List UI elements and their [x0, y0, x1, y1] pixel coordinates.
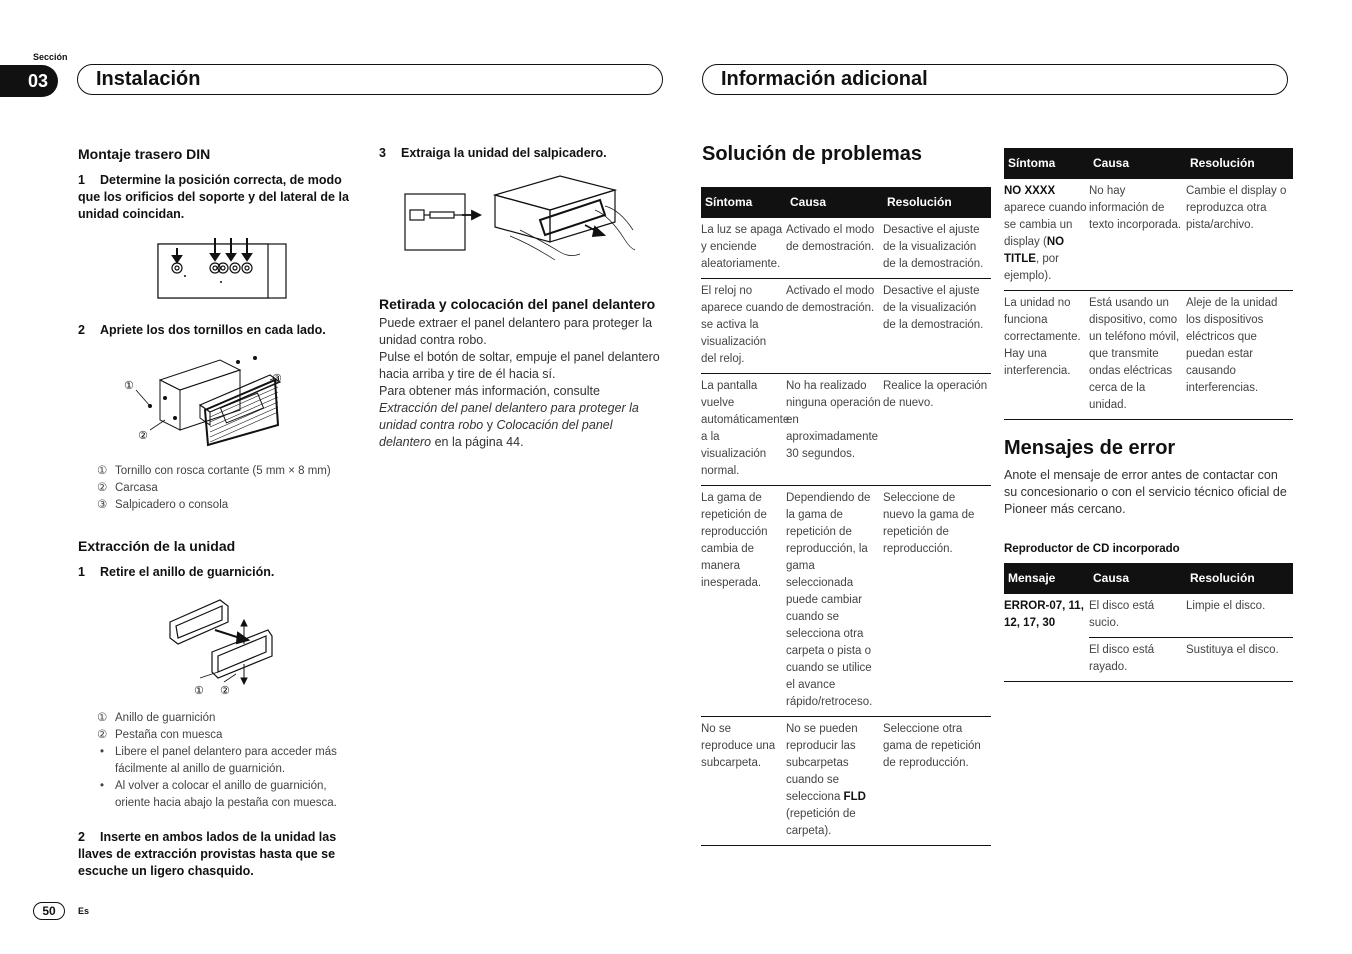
cell-causa: No se pueden reproducir las subcarpetas cuando se selecciona FLD (repetición de carpeta).: [786, 717, 883, 846]
col-header-causa: Causa: [786, 187, 883, 218]
cell-sintoma: No se reproduce una subcarpeta.: [701, 717, 786, 846]
unit-removal-figure: [400, 170, 650, 272]
step-number: 3: [379, 146, 386, 160]
retirada-para-1: Puede extraer el panel delantero para proteger la unidad contra robo.: [379, 316, 653, 347]
retirada-para-3: Para obtener más información, consulte Extracción del panel delantero para proteger la unidad contra robo y Colocación del panel delantero en la página 44.: [379, 384, 639, 449]
cell-causa: No ha realizado ninguna operación en aproximadamente 30 segundos.: [786, 374, 883, 486]
step-number: 2: [78, 323, 85, 337]
col-header-causa: Causa: [1089, 563, 1186, 594]
extraccion-title: Extracción de la unidad: [78, 538, 236, 554]
crossref-link[interactable]: Colocación del panel delantero: [379, 418, 613, 449]
table-row: [701, 486, 991, 717]
col-header-resolucion: Resolución: [1186, 563, 1293, 594]
extraccion-step-1: [78, 564, 358, 581]
screw-mounting-figure: [120, 350, 295, 450]
cell-sintoma: La pantalla vuelve automáticamente a la visualización normal.: [701, 374, 786, 486]
col-header-resolucion: Resolución: [1186, 148, 1293, 179]
cell-resolucion: Aleje de la unidad los dispositivos eléctricos que puedan estar causando interferencias.: [1186, 291, 1293, 420]
callout-item: ① Tornillo con rosca cortante (5 mm × 8 mm): [97, 465, 331, 477]
section-title-left: Instalación: [77, 64, 663, 95]
table-row: [701, 279, 991, 374]
montaje-title: Montaje trasero DIN: [78, 146, 211, 162]
cell-sintoma: La gama de repetición de reproducción cambia de manera inesperada.: [701, 486, 786, 717]
seccion-label: Sección: [33, 52, 68, 62]
extraccion-step-3: [379, 145, 659, 162]
step-text: Retire el anillo de guarnición.: [100, 565, 275, 579]
montaje-step-2: [78, 322, 358, 339]
cell-causa: Activado el modo de demostración.: [786, 279, 883, 374]
cell-causa: El disco está rayado.: [1089, 638, 1186, 682]
cell-causa: Dependiendo de la gama de repetición de reproducción, la gama seleccionada puede cambiar cuando se selecciona otra carpeta o pista o cuando se utilice el avance rápido/retroceso.: [786, 486, 883, 717]
col-header-causa: Causa: [1089, 148, 1186, 179]
fig-label-1: ①: [124, 379, 134, 392]
errors-intro: Anote el mensaje de error antes de contactar con su concesionario o con el servicio técnico oficial de Pioneer más cercano.: [1004, 468, 1287, 516]
errors-title: Mensajes de error: [1004, 437, 1176, 459]
retirada-para-2: Pulse el botón de soltar, empuje el panel delantero hacia arriba y tire de él hacia sí.: [379, 350, 660, 381]
table-row: [701, 218, 991, 279]
step-text: Extraiga la unidad del salpicadero.: [401, 146, 607, 160]
problems-table-continued: [1004, 148, 1293, 420]
table-row: [701, 717, 991, 846]
cell-sintoma: NO XXXX aparece cuando se cambia un display (NO TITLE, por ejemplo).: [1004, 179, 1089, 291]
retirada-title: Retirada y colocación del panel delantero: [379, 296, 656, 312]
section-number-badge: 03: [0, 65, 58, 97]
callout-list-2: [97, 710, 367, 744]
fig-label-2: ②: [220, 684, 230, 697]
cell-causa: No hay información de texto incorporada.: [1089, 179, 1186, 291]
trim-ring-figure: [160, 592, 280, 700]
col-header-mensaje: Mensaje: [1004, 563, 1089, 594]
callout-item: ① Anillo de guarnición: [97, 712, 216, 724]
table-row: [1004, 594, 1293, 638]
table-row: [1004, 291, 1293, 420]
callout-list-1: [97, 463, 367, 514]
section-title-right: Información adicional: [702, 64, 1288, 95]
cell-sintoma: La unidad no funciona correctamente. Hay una interferencia.: [1004, 291, 1089, 420]
fig-label-2: ②: [138, 429, 148, 442]
cell-sintoma: La luz se apaga y enciende aleatoriamente.: [701, 218, 786, 279]
language-code: Es: [78, 906, 90, 916]
cell-resolucion: Desactive el ajuste de la visualización de la demostración.: [883, 279, 991, 374]
fig-label-3: ③: [272, 372, 282, 385]
table-header-row: [1004, 148, 1293, 179]
fig-label-1: ①: [194, 684, 204, 697]
cell-resolucion: Cambie el display o reproduzca otra pista/archivo.: [1186, 179, 1293, 291]
bullet-item: • Al volver a colocar el anillo de guarnición, oriente hacia abajo la pestaña con muesca.: [97, 778, 357, 812]
page-number: 50: [33, 902, 65, 920]
cell-resolucion: Limpie el disco.: [1186, 594, 1293, 638]
errors-subtitle: Reproductor de CD incorporado: [1004, 543, 1180, 555]
callout-item: ③ Salpicadero o consola: [97, 499, 229, 511]
cell-resolucion: Seleccione de nuevo la gama de repetición de reproducción.: [883, 486, 991, 717]
montaje-step-1: [78, 172, 358, 223]
step-number: 1: [78, 173, 85, 187]
table-row: [1004, 179, 1293, 291]
problems-table: [701, 187, 991, 846]
callout-item: ② Carcasa: [97, 482, 158, 494]
col-header-resolucion: Resolución: [883, 187, 991, 218]
crossref-link[interactable]: Extracción del panel delantero para proteger la unidad contra robo: [379, 401, 639, 432]
cell-causa: Activado el modo de demostración.: [786, 218, 883, 279]
table-row: [701, 374, 991, 486]
extraccion-step-2: [78, 829, 363, 880]
table-header-row: [701, 187, 991, 218]
bullet-item: • Libere el panel delantero para acceder más fácilmente al anillo de guarnición.: [97, 744, 357, 778]
table-header-row: [1004, 563, 1293, 594]
cell-resolucion: Seleccione otra gama de repetición de reproducción.: [883, 717, 991, 846]
din-bracket-figure: [155, 236, 290, 300]
errors-table: [1004, 563, 1293, 682]
step-number: 2: [78, 830, 85, 844]
cell-causa: El disco está sucio.: [1089, 594, 1186, 638]
cell-mensaje: ERROR-07, 11, 12, 17, 30: [1004, 594, 1089, 682]
step-number: 1: [78, 565, 85, 579]
cell-resolucion: Realice la operación de nuevo.: [883, 374, 991, 486]
col-header-sintoma: Síntoma: [1004, 148, 1089, 179]
cell-causa: Está usando un dispositivo, como un teléfono móvil, que transmite ondas eléctricas cerca de la unidad.: [1089, 291, 1186, 420]
step-text: Apriete los dos tornillos en cada lado.: [100, 323, 326, 337]
problems-title: Solución de problemas: [702, 143, 923, 165]
bullet-list: [97, 744, 357, 812]
cell-resolucion: Desactive el ajuste de la visualización de la demostración.: [883, 218, 991, 279]
cell-resolucion: Sustituya el disco.: [1186, 638, 1293, 682]
callout-item: ② Pestaña con muesca: [97, 729, 223, 741]
col-header-sintoma: Síntoma: [701, 187, 786, 218]
step-text: Inserte en ambos lados de la unidad las llaves de extracción provistas hasta que se escuche un ligero chasquido.: [78, 830, 337, 878]
cell-sintoma: El reloj no aparece cuando se activa la visualización del reloj.: [701, 279, 786, 374]
step-text: Determine la posición correcta, de modo que los orificios del soporte y del lateral de la unidad coincidan.: [78, 173, 349, 221]
